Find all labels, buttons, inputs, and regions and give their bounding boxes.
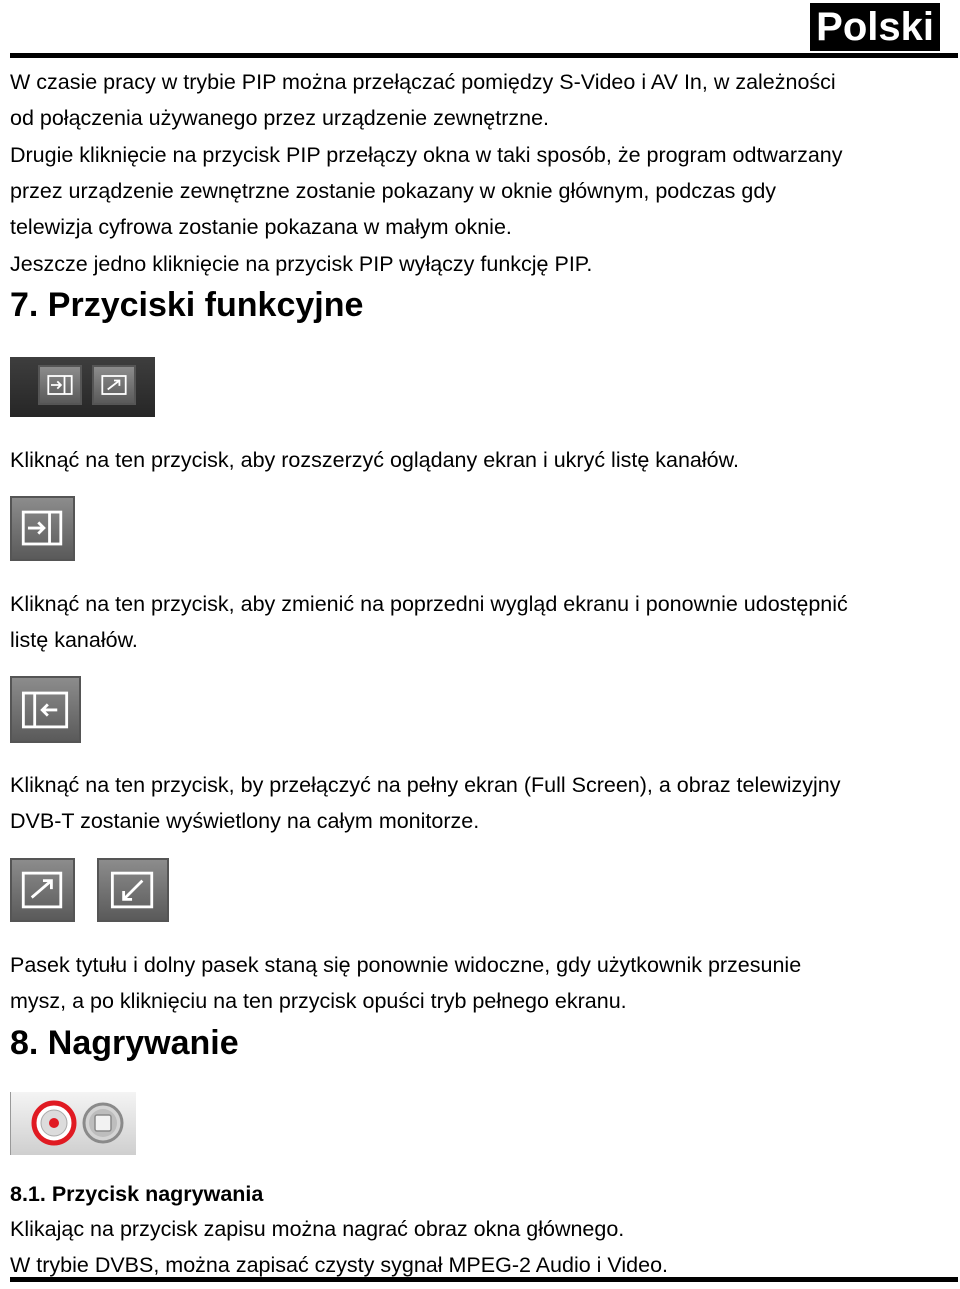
expand-view-icon [40,367,80,403]
fullscreen-icon [12,860,73,920]
exit-description-line-2: mysz, a po kliknięciu na ten przycisk opuści tryb pełnego ekranu. [10,989,627,1013]
function-button-strip [10,357,155,417]
fullscreen-description-line-1: Kliknąć na ten przycisk, by przełączyć na pełny ekran (Full Screen), a obraz telewizyjny [10,773,841,797]
section-8-title: 8. Nagrywanie [10,1024,239,1062]
fullscreen-icon [94,367,134,403]
restore-view-icon [12,678,79,741]
exit-fullscreen-button[interactable] [97,858,169,922]
pip-text-line-3: Drugie kliknięcie na przycisk PIP przełączy okna w taki sposób, że program odtwarzany [10,143,843,167]
pip-text-line-5: telewizja cyfrowa zostanie pokazana w małym oknie. [10,215,512,239]
pip-text-line-6: Jeszcze jedno kliknięcie na przycisk PIP wyłączy funkcję PIP. [10,252,593,276]
record-text-line-1: Klikając na przycisk zapisu można nagrać obraz okna głównego. [10,1217,625,1241]
subsection-8-1-title: 8.1. Przycisk nagrywania [10,1182,264,1206]
expand-view-large-button[interactable] [10,496,75,561]
exit-description-line-1: Pasek tytułu i dolny pasek staną się ponownie widoczne, gdy użytkownik przesunie [10,953,802,977]
expand-view-icon [12,498,73,559]
fullscreen-button[interactable] [10,858,75,922]
stop-square-icon [95,1115,111,1131]
fullscreen-small-button[interactable] [92,365,136,405]
stop-button[interactable] [84,1104,122,1142]
pip-text-line-2: od połączenia używanego przez urządzenie zewnętrzne. [10,106,550,130]
expand-view-button[interactable] [38,365,82,405]
language-badge: Polski [810,3,940,51]
record-button-strip [10,1092,136,1155]
top-divider [10,53,958,58]
fullscreen-description-line-2: DVB-T zostanie wyświetlony na całym monitorze. [10,809,480,833]
pip-text-line-1: W czasie pracy w trybie PIP można przełączać pomiędzy S-Video i AV In, w zależności [10,70,836,94]
section-7-title: 7. Przyciski funkcyjne [10,286,364,324]
record-button[interactable] [34,1103,74,1143]
expand-description: Kliknąć na ten przycisk, aby rozszerzyć oglądany ekran i ukryć listę kanałów. [10,448,739,472]
bottom-divider [10,1277,958,1282]
restore-description-line-2: listę kanałów. [10,628,138,652]
record-text-line-2: W trybie DVBS, można zapisać czysty sygnał MPEG-2 Audio i Video. [10,1253,669,1277]
restore-description-line-1: Kliknąć na ten przycisk, aby zmienić na poprzedni wygląd ekranu i ponownie udostępnić [10,592,848,616]
record-dot-icon [49,1118,59,1128]
pip-text-line-4: przez urządzenie zewnętrzne zostanie pokazany w oknie głównym, podczas gdy [10,179,777,203]
restore-view-button[interactable] [10,676,81,743]
exit-fullscreen-icon [99,860,167,920]
